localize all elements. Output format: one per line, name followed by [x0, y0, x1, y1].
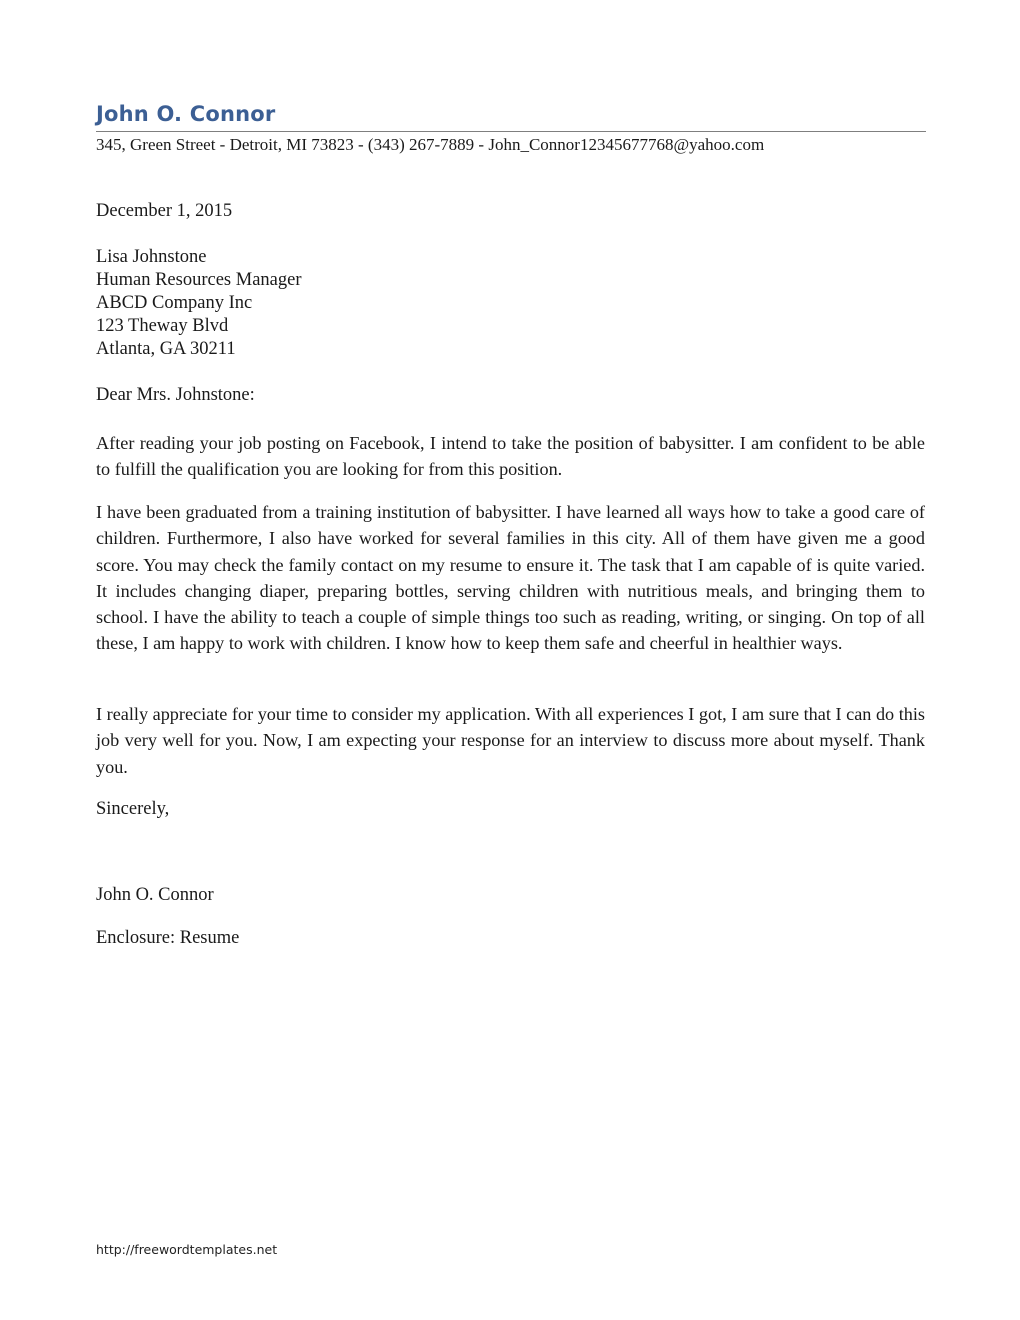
salutation: Dear Mrs. Johnstone: [96, 385, 255, 405]
closing: Sincerely, [96, 799, 170, 819]
sender-name: John O. Connor [96, 102, 276, 126]
header-divider [96, 131, 926, 132]
recipient-address-block [96, 246, 925, 361]
letter-date: December 1, 2015 [96, 201, 233, 221]
body-paragraph: I really appreciate for your time to consider my application. With all experiences I got, I am sure that I can do this job very well for you. Now, I am expecting your response for an interview to discuss more about myself. Thank you. [96, 704, 925, 777]
footer-url[interactable]: http://freewordtemplates.net [96, 1242, 278, 1257]
recipient-title: Human Resources Manager [96, 270, 302, 290]
recipient-name: Lisa Johnstone [96, 247, 207, 267]
body-paragraph: I have been graduated from a training institution of babysitter. I have learned all ways how to take a good care of children. Furthermore, I also have worked for several families in this city. All of them have given me a good score. You may check the family contact on my resume to ensure it. The task that I am capable of is quite varied. It includes changing diaper, preparing bottles, serving children with nutritious meals, and bringing them to school. I have the ability to teach a couple of simple things too such as reading, writing, or singing. On top of all these, I am happy to work with children. I know how to keep them safe and cheerful in healthier ways. [96, 502, 925, 654]
sender-contact-line: 345, Green Street - Detroit, MI 73823 - (343) 267-7889 - John_Connor12345677768@yahoo.com [96, 135, 765, 154]
recipient-street: 123 Theway Blvd [96, 316, 229, 336]
enclosure-note: Enclosure: Resume [96, 928, 240, 948]
signature-name: John O. Connor [96, 885, 214, 905]
body-paragraph: After reading your job posting on Facebook, I intend to take the position of babysitter. I am confident to be able to fulfill the qualification you are looking for from this position. [96, 433, 925, 480]
recipient-city-state-zip: Atlanta, GA 30211 [96, 339, 236, 359]
recipient-company: ABCD Company Inc [96, 293, 253, 313]
